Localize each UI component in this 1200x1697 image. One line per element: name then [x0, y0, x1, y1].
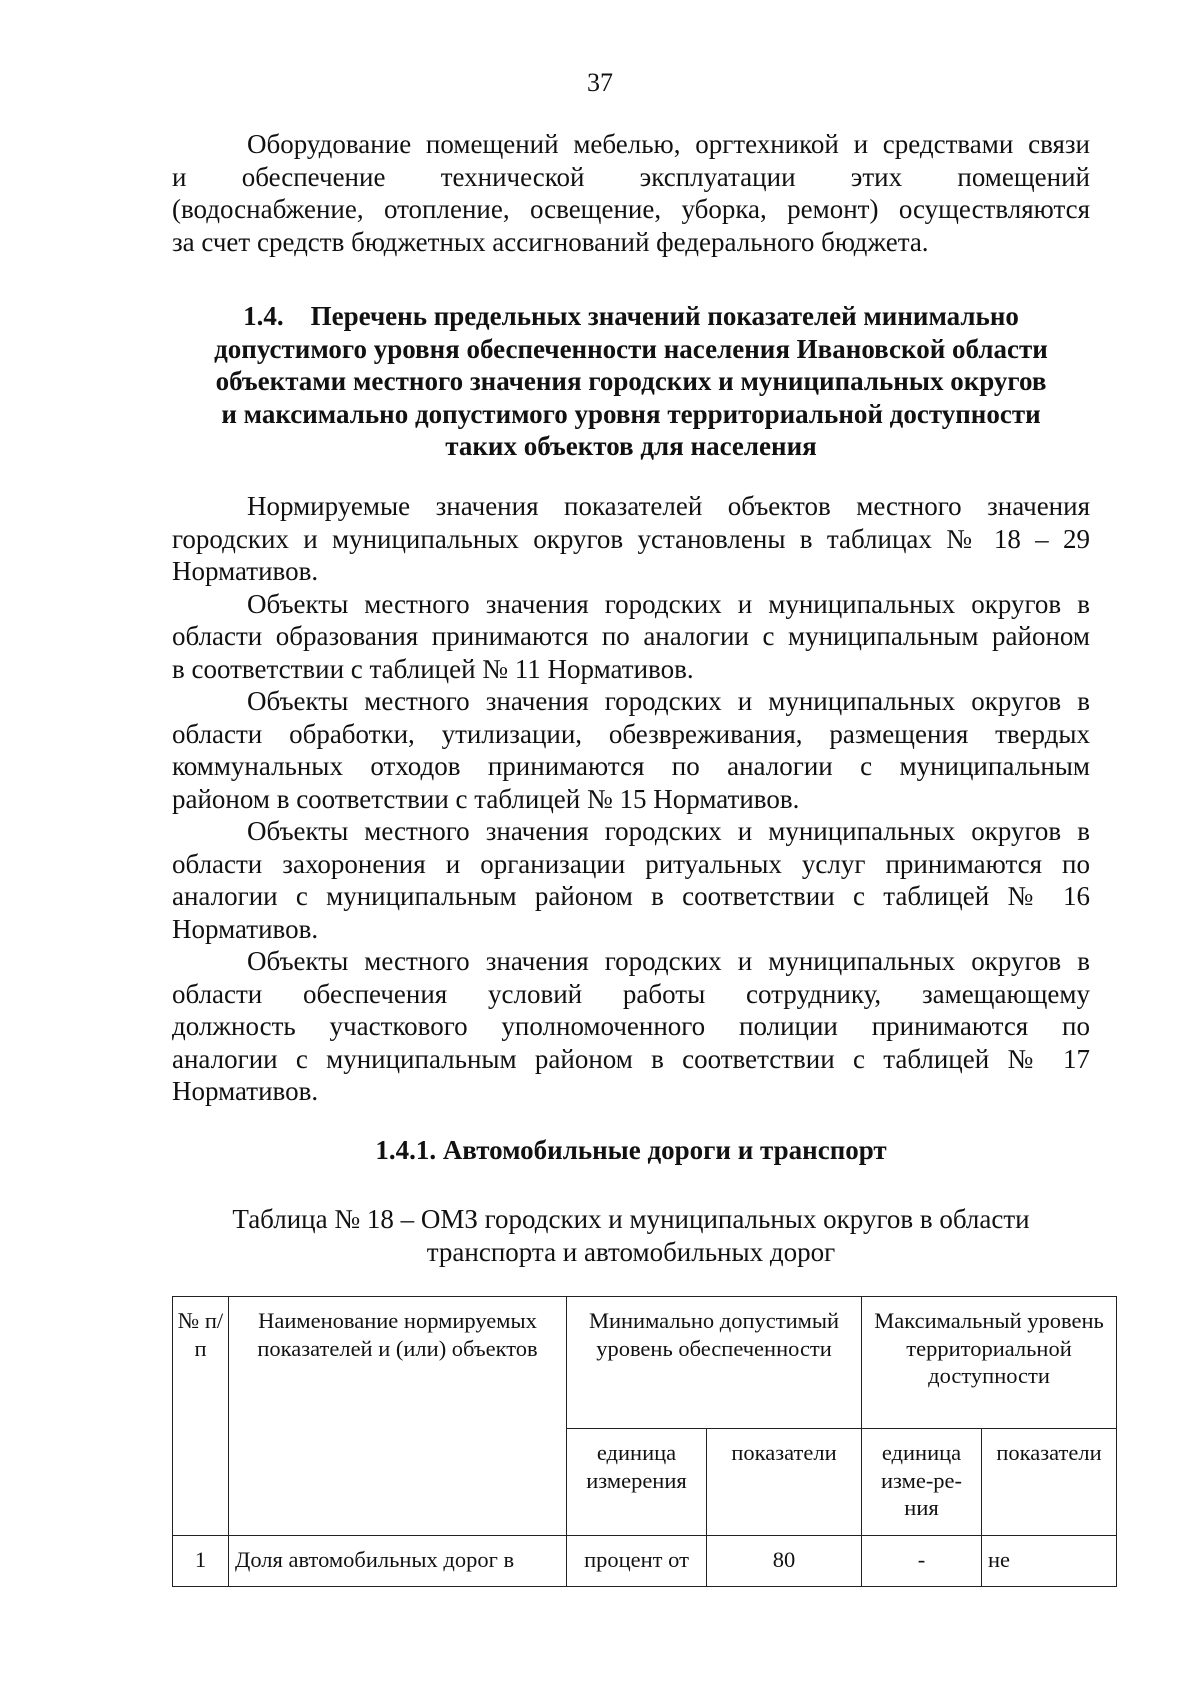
- text-line: области образования принимаются по аналогии с муниципальным районом: [172, 621, 1090, 651]
- intro-paragraph: [172, 128, 1090, 258]
- text-line: Нормативов.: [172, 1076, 319, 1106]
- text-line: Объекты местного значения городских и муниципальных округов в: [247, 686, 1090, 716]
- text-line: должность участкового уполномоченного полиции принимаются по: [172, 1011, 1090, 1041]
- cell-unit-1: процент от: [567, 1536, 707, 1587]
- text-line: Объекты местного значения городских и муниципальных округов в: [247, 816, 1090, 846]
- heading-line: и максимально допустимого уровня территориальной доступности: [221, 398, 1041, 429]
- text-line: аналогии с муниципальным районом в соответствии с таблицей № 16: [172, 881, 1090, 911]
- header-max-access: Максимальный уровень территориальной доступности: [862, 1297, 1117, 1429]
- text-line: области обеспечения условий работы сотруднику, замещающему: [172, 978, 1090, 1009]
- body-text: [172, 490, 1090, 1108]
- text-line: и обеспечение технической эксплуатации этих помещений: [172, 161, 1090, 192]
- cell-unit-2: -: [862, 1536, 982, 1587]
- text-line: городских и муниципальных округов установлены в таблицах № 18 – 29: [172, 523, 1090, 554]
- heading-line: объектами местного значения городских и муниципальных округов: [215, 366, 1047, 396]
- header-unit-1: единица измерения: [567, 1429, 707, 1536]
- text-line: Нормируемые значения показателей объектов местного значения: [247, 491, 1090, 521]
- text-line: в соответствии с таблицей № 11 Нормативов.: [172, 653, 694, 684]
- cell-value-2: не: [982, 1536, 1117, 1587]
- text-line: Объекты местного значения городских и муниципальных округов в: [247, 946, 1090, 976]
- header-unit-2: единица изме-ре-ния: [862, 1429, 982, 1536]
- text-line: области захоронения и организации ритуальных услуг принимаются по: [172, 848, 1090, 879]
- text-line: области обработки, утилизации, обезвреживания, размещения твердых: [172, 718, 1090, 749]
- heading-line: 1.4. Перечень предельных значений показателей минимально: [243, 301, 1019, 331]
- text-line: Объекты местного значения городских и муниципальных округов в: [247, 588, 1090, 619]
- table-caption: [172, 1203, 1090, 1268]
- subsection-heading: [172, 1134, 1090, 1167]
- page-number: 37: [587, 68, 613, 97]
- caption-line: Таблица № 18 – ОМЗ городских и муниципальных округов в области: [232, 1204, 1030, 1234]
- header-num: № п/п: [173, 1297, 229, 1536]
- cell-value-1: 80: [707, 1536, 862, 1587]
- heading-line: допустимого уровня обеспеченности населения Ивановской области: [214, 333, 1048, 364]
- heading-line: 1.4.1. Автомобильные дороги и транспорт: [375, 1135, 887, 1165]
- table-header-row: [173, 1297, 1117, 1429]
- norms-table: [172, 1296, 1117, 1587]
- text-line: коммунальных отходов принимаются по аналогии с муниципальным: [172, 751, 1090, 781]
- heading-line: таких объектов для населения: [445, 431, 817, 461]
- header-value-1: показатели: [707, 1429, 862, 1536]
- text-line: Оборудование помещений мебелью, оргтехникой и средствами связи: [247, 129, 1090, 159]
- header-name: Наименование нормируемых показателей и (или) объектов: [229, 1297, 567, 1536]
- text-line: Нормативов.: [172, 556, 319, 586]
- text-line: (водоснабжение, отопление, освещение, уборка, ремонт) осуществляются: [172, 194, 1090, 224]
- header-min-level: Минимально допустимый уровень обеспеченности: [567, 1297, 862, 1429]
- caption-line: транспорта и автомобильных дорог: [426, 1236, 836, 1267]
- text-line: Нормативов.: [172, 913, 319, 944]
- section-heading: [172, 300, 1090, 463]
- text-line: аналогии с муниципальным районом в соответствии с таблицей № 17: [172, 1043, 1090, 1074]
- text-line: районом в соответствии с таблицей № 15 Нормативов.: [172, 783, 800, 814]
- text-line: за счет средств бюджетных ассигнований федерального бюджета.: [172, 226, 929, 257]
- cell-name: Доля автомобильных дорог в: [229, 1536, 567, 1587]
- cell-num: 1: [173, 1536, 229, 1587]
- header-value-2: показатели: [982, 1429, 1117, 1536]
- table-row: [173, 1536, 1117, 1587]
